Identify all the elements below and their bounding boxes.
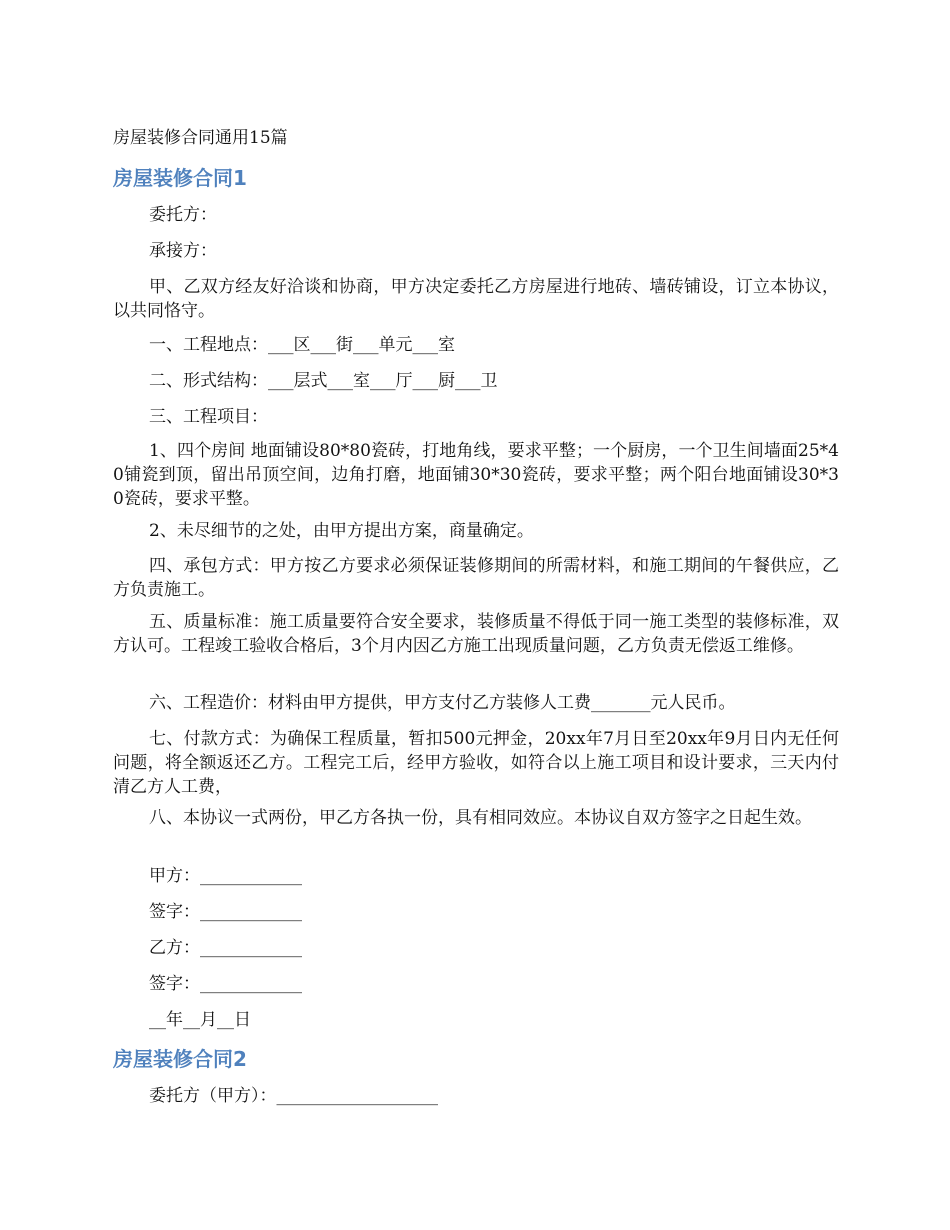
signature-party-a: 甲方：____________ (149, 866, 302, 886)
paragraph-project-item-2: 2、未尽细节的之处，由甲方提出方案，商量确定。 (149, 521, 534, 541)
paragraph-contract-method: 四、承包方式：甲方按乙方要求必须保证装修期间的所需材料，和施工期间的午餐供应，乙方负责施工。 (113, 556, 839, 600)
section-2-heading: 房屋装修合同2 (113, 1047, 247, 1071)
paragraph-payment: 七、付款方式：为确保工程质量，暂扣500元押金，20xx年7月日至20xx年9月日内无任何问题，将全额返还乙方。工程完工后，经甲方验收，如符合以上施工项目和设计要求，三天内付清乙方人工费， (113, 729, 839, 797)
paragraph-project-item-1: 1、四个房间 地面铺设80*80瓷砖，打地角线，要求平整；一个厨房，一个卫生间墙面25*40铺瓷到顶，留出吊顶空间，边角打磨，地面铺30*30瓷砖，要求平整；两个阳台地面铺设30*30瓷砖，要求平整。 (113, 441, 839, 509)
paragraph-project-cost: 六、工程造价：材料由甲方提供，甲方支付乙方装修人工费_______元人民币。 (149, 693, 736, 713)
paragraph-site-location: 一、工程地点：___区___街___单元___室 (149, 335, 455, 355)
paragraph-principal: 委托方： (149, 205, 217, 225)
paragraph-project-heading: 三、工程项目： (149, 407, 268, 427)
paragraph-principal-party-a: 委托方（甲方）：___________________ (149, 1086, 438, 1106)
paragraph-quality-standard: 五、质量标准：施工质量要符合安全要求，装修质量不得低于同一施工类型的装修标准，双方认可。工程竣工验收合格后，3个月内因乙方施工出现质量问题，乙方负责无偿返工维修。 (113, 612, 839, 656)
paragraph-intro: 甲、乙双方经友好洽谈和协商，甲方决定委托乙方房屋进行地砖、墙砖铺设，订立本协议，以共同恪守。 (113, 277, 839, 321)
paragraph-contractor: 承接方： (149, 241, 217, 261)
signature-date: __年__月__日 (149, 1010, 251, 1030)
signature-line-a: 签字：____________ (149, 902, 302, 922)
section-1-heading: 房屋装修合同1 (113, 166, 247, 190)
paragraph-copies: 八、本协议一式两份，甲乙方各执一份，具有相同效应。本协议自双方签字之日起生效。 (149, 808, 812, 828)
document-title: 房屋装修合同通用15篇 (113, 128, 288, 148)
signature-line-b: 签字：____________ (149, 974, 302, 994)
paragraph-structure: 二、形式结构：___层式___室___厅___厨___卫 (149, 371, 498, 391)
signature-party-b: 乙方：____________ (149, 938, 302, 958)
